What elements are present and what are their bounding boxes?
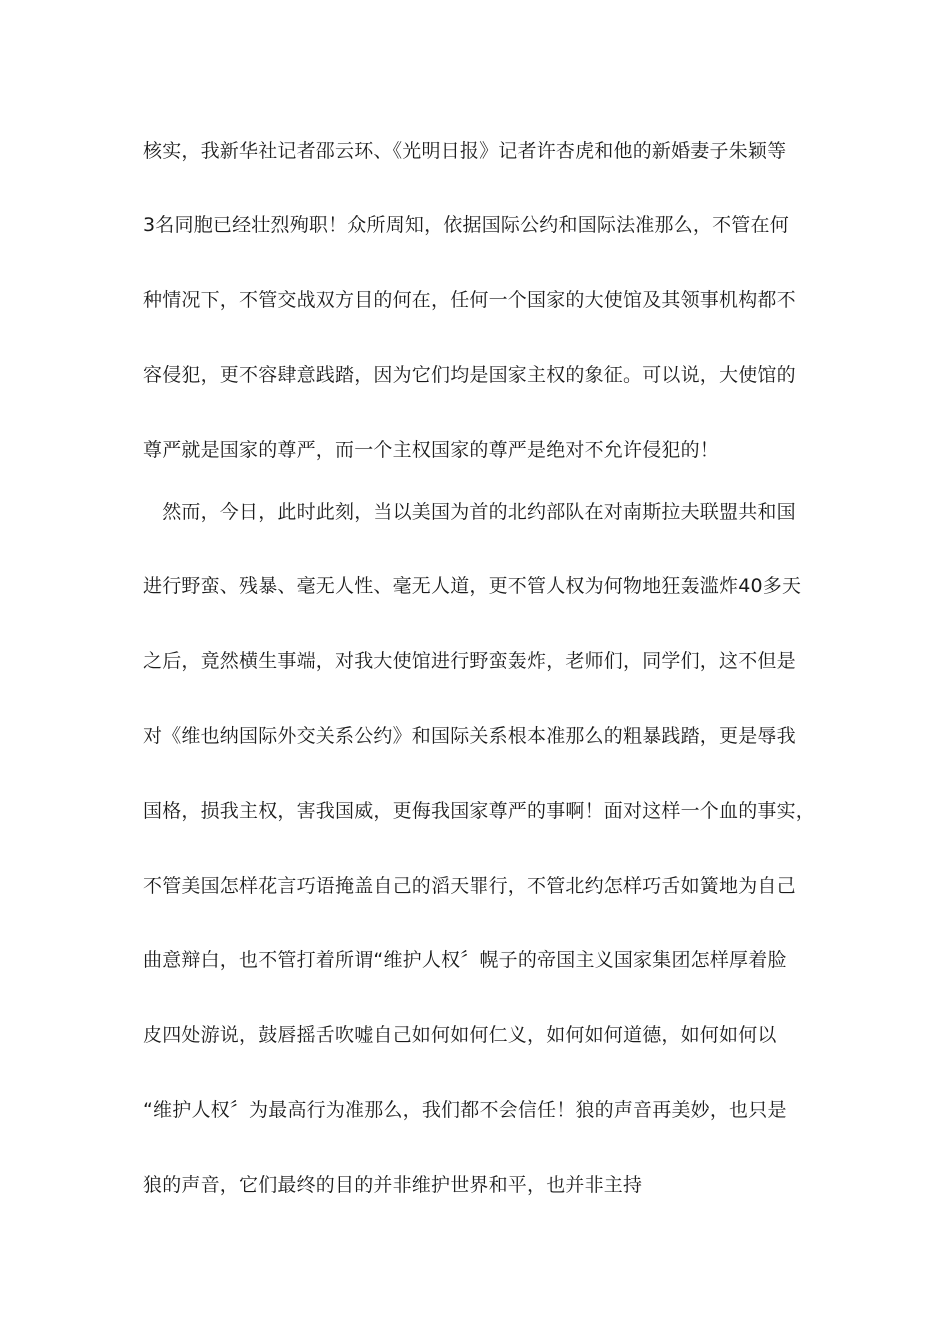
text-line: 狼的声音，它们最终的目的并非维护世界和平，也并非主持 bbox=[143, 1174, 643, 1196]
text-line: 然而，今日，此时此刻，当以美国为首的北约部队在对南斯拉夫联盟共和国 bbox=[143, 501, 796, 523]
text-line: 曲意辩白，也不管打着所谓“维护人权〞幌子的帝国主义国家集团怎样厚着脸 bbox=[143, 949, 787, 971]
text-line: 皮四处游说，鼓唇摇舌吹嘘自己如何如何仁义，如何如何道德，如何如何以 bbox=[143, 1024, 777, 1046]
text-line: 之后，竟然横生事端，对我大使馆进行野蛮轰炸，老师们，同学们，这不但是 bbox=[143, 650, 796, 672]
text-line: 不管美国怎样花言巧语掩盖自己的滔天罪行，不管北约怎样巧舌如簧地为自己 bbox=[143, 875, 796, 897]
text-line: 核实，我新华社记者邵云环、《光明日报》记者许杏虎和他的新婚妻子朱颖等 bbox=[143, 140, 787, 162]
text-line: “维护人权〞为最高行为准那么，我们都不会信任！狼的声音再美妙，也只是 bbox=[143, 1099, 787, 1121]
text-line: 3名同胞已经壮烈殉职！众所周知，依据国际公约和国际法准那么，不管在何 bbox=[143, 214, 789, 236]
text-line: 国格，损我主权，害我国威，更侮我国家尊严的事啊！面对这样一个血的事实， bbox=[143, 800, 816, 822]
text-line: 种情况下，不管交战双方目的何在，任何一个国家的大使馆及其领事机构都不 bbox=[143, 289, 796, 311]
text-line: 容侵犯，更不容肆意践踏，因为它们均是国家主权的象征。可以说，大使馆的 bbox=[143, 364, 796, 386]
text-line: 对《维也纳国际外交关系公约》和国际关系根本准那么的粗暴践踏，更是辱我 bbox=[143, 725, 796, 747]
text-line: 进行野蛮、残暴、毫无人性、毫无人道，更不管人权为何物地狂轰滥炸40多天 bbox=[143, 575, 802, 597]
text-line: 尊严就是国家的尊严，而一个主权国家的尊严是绝对不允许侵犯的！ bbox=[143, 439, 720, 461]
